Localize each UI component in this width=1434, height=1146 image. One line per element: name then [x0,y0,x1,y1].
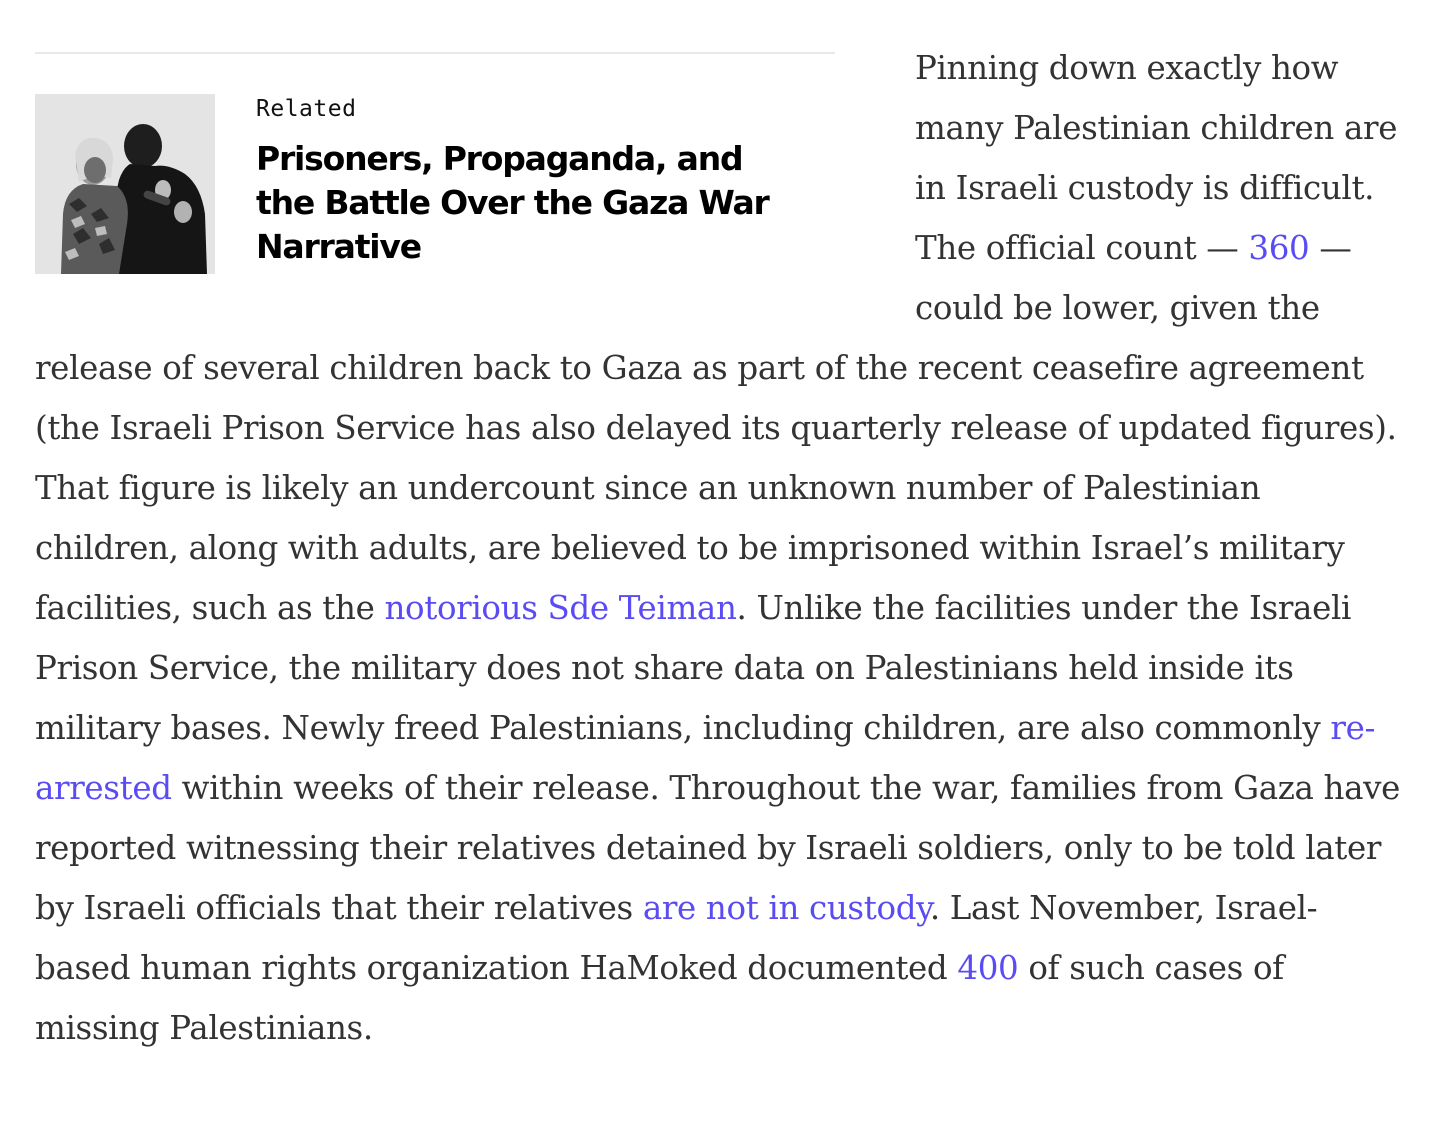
paragraph-text: . Last November, Israel-based human rights organization HaMoked documented [35,889,1318,987]
related-article-thumbnail[interactable] [35,94,215,274]
link-re-arrested[interactable]: re-arrested [35,709,1376,807]
article-body [35,38,1405,1058]
paragraph-text: Pinning down exactly how many Palestinian children are in Israeli custody is difficult. The official count — [915,49,1398,267]
link-notorious-sde-teiman[interactable]: notorious Sde Teiman [384,589,737,627]
paragraph-text: of such cases of missing Palestinians. [35,949,1284,1047]
related-article-card[interactable] [35,52,835,288]
paragraph-text: . Unlike the facilities under the Israeli Prison Service, the military does not share data on Palestinians held inside its military bases. Newly freed Palestinians, including children, are also commonly [35,589,1352,747]
link-400[interactable]: 400 [957,949,1019,987]
related-label: Related [256,96,357,122]
link-360[interactable]: 360 [1248,229,1310,267]
paragraph-text: — could be lower, given the release of several children back to Gaza as part of the recent ceasefire agreement (the Israeli Prison Service has also delayed its quarterly release of updated figures). That figure is likely an undercount since an unknown number of Palestinian children, along with adults, are believed to be imprisoned within Israel’s military facilities, such as the [35,229,1397,627]
embrace-photo-image [35,94,215,274]
related-article-title-link[interactable]: Prisoners, Propaganda, and the Battle Over the Gaza War Narrative [256,139,769,266]
link-are-not-in-custody[interactable]: are not in custody [642,889,930,927]
related-article-text [256,94,796,269]
paragraph-text: within weeks of their release. Throughout the war, families from Gaza have reported witnessing their relatives detained by Israeli soldiers, only to be told later by Israeli officials that their relatives [35,769,1401,927]
